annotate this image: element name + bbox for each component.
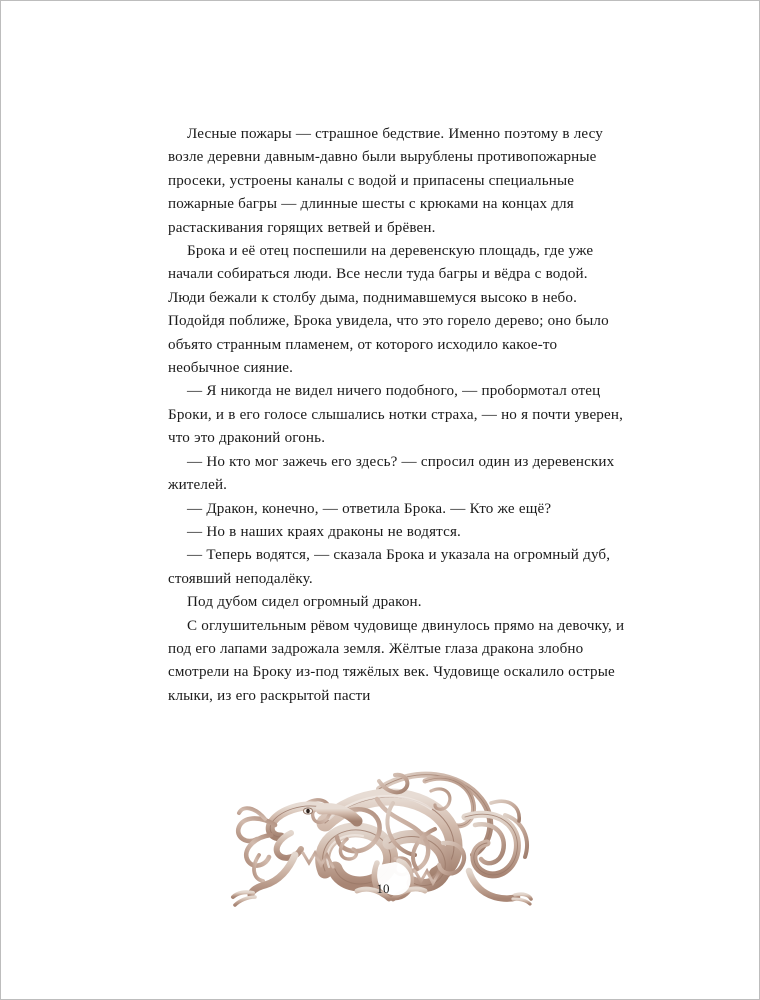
paragraph: — Я никогда не видел ничего подобного, — пробормотал отец Броки, и в его голосе слышались нотки страха, — но я почти уверен, что это драконий огонь. (168, 383, 628, 447)
paragraph: — Но кто мог зажечь его здесь? — спросил один из деревенских жителей. (168, 453, 619, 494)
paragraph: Лесные пожары — страшное бедствие. Именно поэтому в лесу возле деревни давным-давно были вырублены противопожарные просеки, устроены каналы с водой и припасены специальные пожарные багры — длинные шесты с крюками на концах для растаскивания горящих ветвей и брёвен. (168, 126, 608, 236)
paragraph: — Но в наших краях драконы не водятся. (187, 523, 461, 540)
paragraph: — Дракон, конечно, — ответила Брока. — Кто же ещё? (187, 500, 552, 517)
dragon-eye (303, 808, 312, 814)
paragraph: — Теперь водятся, — сказала Брока и указала на огромный дуб, стоявший неподалёку. (168, 547, 615, 587)
paragraph: Под дубом сидел огромный дракон. (187, 594, 422, 611)
page-number-value: 10 (376, 881, 390, 896)
paragraph: Брока и её отец поспешили на деревенскую площадь, где уже начали собираться люди. Все несли туда багры и вёдра с водой. Люди бежали к столбу дыма, поднимавшемуся высоко в небо. Подойдя поближе, Брока увидела, что это горело дерево; оно было объято странным пламенем, от которого исходило какое-то необычное сияние. (168, 243, 613, 377)
dragon-illustration (229, 759, 534, 914)
paragraph: С оглушительным рёвом чудовище двинулось прямо на девочку, и под его лапами задрожала земля. Жёлтые глаза дракона злобно смотрели на Броку из-под тяжёлых век. Чудовище оскалило острые клыки, из его раскрытой пасти (168, 617, 629, 704)
body-text-column (168, 123, 628, 708)
